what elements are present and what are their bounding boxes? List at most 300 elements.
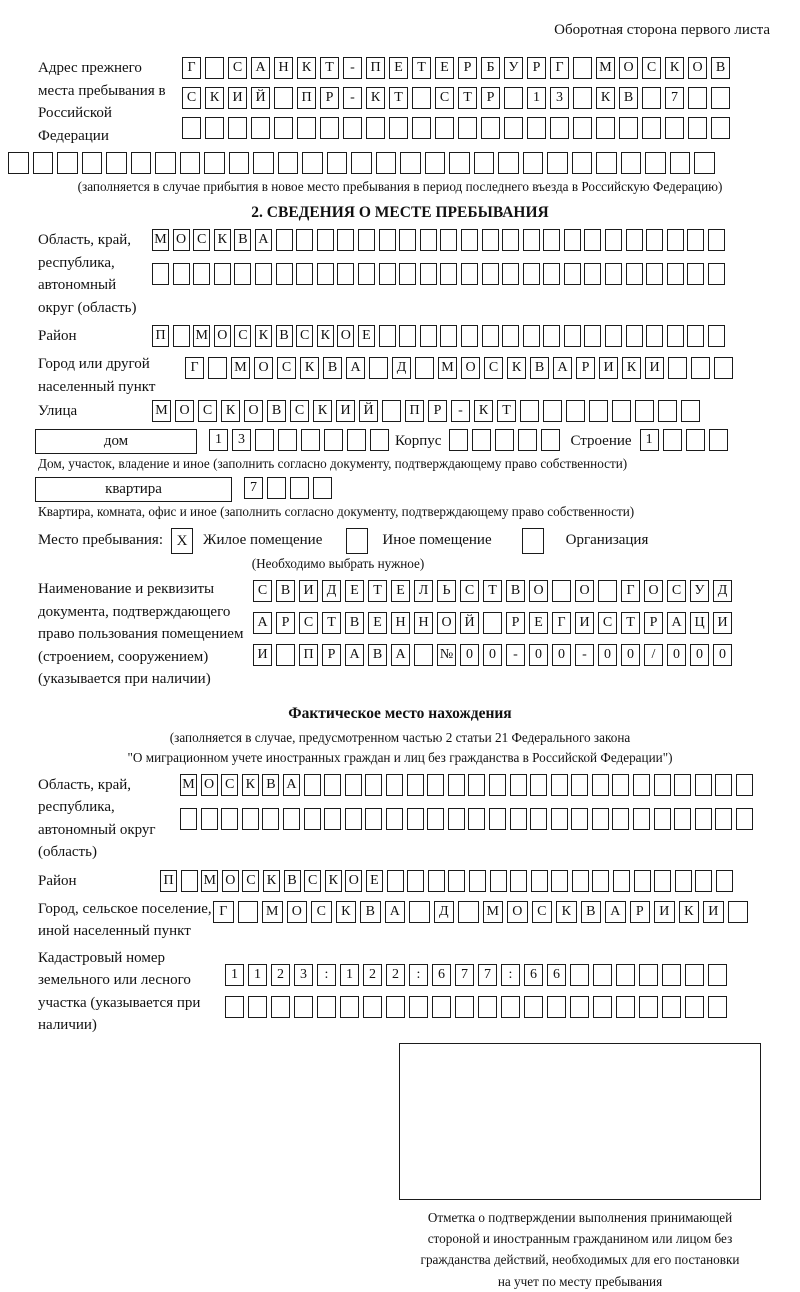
char-cell[interactable]: Д [713,580,732,602]
char-cell[interactable] [668,357,687,379]
char-cell[interactable]: Е [358,325,375,347]
char-cell[interactable]: С [667,580,686,602]
char-cell[interactable]: Т [320,57,339,79]
char-cell[interactable]: 6 [547,964,566,986]
char-cell[interactable]: 1 [209,429,228,451]
char-cell[interactable] [571,808,588,830]
char-cell[interactable] [205,117,224,139]
char-cell[interactable] [301,429,320,451]
char-cell[interactable] [633,808,650,830]
char-cell[interactable]: М [262,901,283,923]
s2-document-row-3[interactable] [253,644,736,669]
char-cell[interactable] [327,152,348,174]
char-cell[interactable] [82,152,103,174]
char-cell[interactable] [736,808,753,830]
char-cell[interactable] [550,117,569,139]
char-cell[interactable]: 7 [244,477,263,499]
char-cell[interactable]: И [228,87,247,109]
char-cell[interactable] [635,400,654,422]
char-cell[interactable] [337,263,354,285]
char-cell[interactable] [379,263,396,285]
char-cell[interactable]: П [160,870,177,892]
char-cell[interactable] [131,152,152,174]
char-cell[interactable]: И [253,644,272,666]
char-cell[interactable]: Г [550,57,569,79]
char-cell[interactable] [386,808,403,830]
char-cell[interactable] [592,870,609,892]
char-cell[interactable]: Й [359,400,378,422]
char-cell[interactable]: И [599,357,618,379]
char-cell[interactable] [501,996,520,1018]
char-cell[interactable] [358,229,375,251]
char-cell[interactable]: Р [527,57,546,79]
char-cell[interactable]: О [214,325,231,347]
char-cell[interactable] [420,229,437,251]
char-cell[interactable] [566,400,585,422]
f-gorod-cells[interactable] [213,901,752,926]
char-cell[interactable]: 1 [640,429,659,451]
char-cell[interactable]: В [284,870,301,892]
char-cell[interactable]: 3 [232,429,251,451]
char-cell[interactable] [626,229,643,251]
char-cell[interactable] [642,87,661,109]
char-cell[interactable] [458,117,477,139]
char-cell[interactable] [613,870,630,892]
char-cell[interactable]: П [152,325,169,347]
char-cell[interactable]: Т [621,612,640,634]
char-cell[interactable]: К [300,357,319,379]
char-cell[interactable] [571,774,588,796]
char-cell[interactable] [238,901,259,923]
char-cell[interactable]: С [198,400,217,422]
char-cell[interactable]: А [553,357,572,379]
char-cell[interactable] [510,774,527,796]
char-cell[interactable]: Р [644,612,663,634]
char-cell[interactable] [472,429,491,451]
char-cell[interactable]: О [529,580,548,602]
char-cell[interactable] [204,152,225,174]
char-cell[interactable]: Г [621,580,640,602]
char-cell[interactable]: Е [366,870,383,892]
char-cell[interactable] [180,152,201,174]
char-cell[interactable] [572,870,589,892]
char-cell[interactable] [502,229,519,251]
char-cell[interactable] [523,229,540,251]
char-cell[interactable] [248,996,267,1018]
char-cell[interactable] [675,870,692,892]
char-cell[interactable] [399,229,416,251]
char-cell[interactable] [694,152,715,174]
char-cell[interactable] [715,808,732,830]
char-cell[interactable] [255,263,272,285]
char-cell[interactable]: К [297,57,316,79]
char-cell[interactable]: Р [576,357,595,379]
char-cell[interactable] [276,644,295,666]
s2-document-row-1[interactable] [253,580,736,605]
char-cell[interactable] [564,325,581,347]
char-cell[interactable] [57,152,78,174]
char-cell[interactable] [366,117,385,139]
char-cell[interactable] [304,774,321,796]
char-cell[interactable] [449,152,470,174]
char-cell[interactable] [324,429,343,451]
char-cell[interactable] [498,152,519,174]
char-cell[interactable] [482,229,499,251]
char-cell[interactable] [369,357,388,379]
char-cell[interactable] [639,996,658,1018]
char-cell[interactable] [646,229,663,251]
char-cell[interactable] [399,325,416,347]
char-cell[interactable] [474,152,495,174]
char-cell[interactable]: К [336,901,357,923]
char-cell[interactable] [435,117,454,139]
char-cell[interactable] [251,117,270,139]
char-cell[interactable]: И [713,612,732,634]
char-cell[interactable] [302,152,323,174]
char-cell[interactable] [695,774,712,796]
char-cell[interactable] [345,774,362,796]
s2-ulitsa-cells[interactable] [152,400,704,425]
char-cell[interactable] [221,808,238,830]
char-cell[interactable]: Т [412,57,431,79]
char-cell[interactable]: В [506,580,525,602]
char-cell[interactable] [324,808,341,830]
char-cell[interactable]: - [451,400,470,422]
char-cell[interactable] [490,870,507,892]
char-cell[interactable]: Е [389,57,408,79]
char-cell[interactable]: 1 [527,87,546,109]
char-cell[interactable] [193,263,210,285]
char-cell[interactable] [440,325,457,347]
char-cell[interactable] [674,808,691,830]
char-cell[interactable]: В [234,229,251,251]
char-cell[interactable]: К [263,870,280,892]
char-cell[interactable]: / [644,644,663,666]
char-cell[interactable] [370,429,389,451]
char-cell[interactable]: М [193,325,210,347]
char-cell[interactable] [448,774,465,796]
char-cell[interactable] [551,870,568,892]
char-cell[interactable] [432,996,451,1018]
char-cell[interactable] [685,964,704,986]
char-cell[interactable]: С [435,87,454,109]
char-cell[interactable]: К [366,87,385,109]
char-cell[interactable] [225,996,244,1018]
char-cell[interactable] [573,57,592,79]
char-cell[interactable] [592,774,609,796]
char-cell[interactable] [427,774,444,796]
char-cell[interactable]: С [182,87,201,109]
char-cell[interactable]: 2 [386,964,405,986]
s2-mesto-checkbox-inoe[interactable] [346,528,368,554]
char-cell[interactable] [387,870,404,892]
char-cell[interactable] [317,996,336,1018]
char-cell[interactable] [674,774,691,796]
char-cell[interactable]: 1 [225,964,244,986]
char-cell[interactable]: К [255,325,272,347]
char-cell[interactable]: К [313,400,332,422]
char-cell[interactable] [297,117,316,139]
char-cell[interactable]: Т [368,580,387,602]
char-cell[interactable] [208,357,227,379]
char-cell[interactable] [654,870,671,892]
char-cell[interactable]: О [644,580,663,602]
char-cell[interactable] [523,152,544,174]
prev-address-row-1[interactable] [182,57,734,82]
char-cell[interactable]: И [703,901,724,923]
char-cell[interactable] [324,774,341,796]
char-cell[interactable]: 0 [529,644,548,666]
char-cell[interactable] [489,774,506,796]
char-cell[interactable]: 7 [455,964,474,986]
char-cell[interactable]: 6 [524,964,543,986]
char-cell[interactable]: 0 [667,644,686,666]
char-cell[interactable] [425,152,446,174]
char-cell[interactable] [593,964,612,986]
char-cell[interactable] [547,152,568,174]
char-cell[interactable] [229,152,250,174]
char-cell[interactable] [271,996,290,1018]
char-cell[interactable]: 7 [478,964,497,986]
char-cell[interactable] [412,117,431,139]
char-cell[interactable] [461,263,478,285]
char-cell[interactable] [531,870,548,892]
char-cell[interactable] [619,117,638,139]
char-cell[interactable] [504,117,523,139]
char-cell[interactable]: В [276,325,293,347]
char-cell[interactable] [345,808,362,830]
char-cell[interactable]: А [253,612,272,634]
char-cell[interactable]: М [201,870,218,892]
char-cell[interactable]: И [654,901,675,923]
char-cell[interactable] [662,996,681,1018]
char-cell[interactable] [708,996,727,1018]
s2-document-row-2[interactable] [253,612,736,637]
char-cell[interactable]: Р [322,644,341,666]
char-cell[interactable] [518,429,537,451]
char-cell[interactable]: В [619,87,638,109]
char-cell[interactable] [400,152,421,174]
char-cell[interactable] [461,325,478,347]
char-cell[interactable]: А [667,612,686,634]
char-cell[interactable]: В [711,57,730,79]
char-cell[interactable]: В [530,357,549,379]
char-cell[interactable]: Н [414,612,433,634]
char-cell[interactable]: О [222,870,239,892]
char-cell[interactable] [592,808,609,830]
char-cell[interactable] [552,580,571,602]
char-cell[interactable]: : [501,964,520,986]
char-cell[interactable] [523,263,540,285]
char-cell[interactable] [605,325,622,347]
char-cell[interactable] [420,263,437,285]
char-cell[interactable] [351,152,372,174]
char-cell[interactable] [440,229,457,251]
char-cell[interactable] [214,263,231,285]
char-cell[interactable]: С [234,325,251,347]
char-cell[interactable]: И [575,612,594,634]
char-cell[interactable] [468,808,485,830]
char-cell[interactable] [365,774,382,796]
char-cell[interactable] [294,996,313,1018]
char-cell[interactable] [530,808,547,830]
char-cell[interactable]: П [366,57,385,79]
char-cell[interactable] [662,964,681,986]
char-cell[interactable]: С [277,357,296,379]
char-cell[interactable]: С [532,901,553,923]
char-cell[interactable]: Н [391,612,410,634]
char-cell[interactable]: В [276,580,295,602]
char-cell[interactable] [420,325,437,347]
char-cell[interactable]: О [337,325,354,347]
char-cell[interactable] [106,152,127,174]
char-cell[interactable] [313,477,332,499]
s2-kvartira-cells[interactable] [244,477,336,502]
char-cell[interactable]: С [311,901,332,923]
char-cell[interactable] [482,325,499,347]
prev-address-row-3[interactable] [182,117,734,142]
char-cell[interactable] [688,87,707,109]
char-cell[interactable] [616,996,635,1018]
char-cell[interactable] [634,870,651,892]
char-cell[interactable]: В [267,400,286,422]
f-kadastr-cells-2[interactable] [225,996,731,1021]
char-cell[interactable] [667,229,684,251]
char-cell[interactable] [551,774,568,796]
char-cell[interactable] [520,400,539,422]
char-cell[interactable] [626,263,643,285]
char-cell[interactable] [646,325,663,347]
char-cell[interactable]: 3 [294,964,313,986]
char-cell[interactable] [510,870,527,892]
char-cell[interactable] [234,263,251,285]
char-cell[interactable] [469,870,486,892]
char-cell[interactable] [449,429,468,451]
char-cell[interactable] [688,117,707,139]
char-cell[interactable]: С [296,325,313,347]
char-cell[interactable] [365,808,382,830]
char-cell[interactable]: К [507,357,526,379]
char-cell[interactable] [687,325,704,347]
char-cell[interactable] [317,263,334,285]
char-cell[interactable] [181,870,198,892]
char-cell[interactable]: А [385,901,406,923]
char-cell[interactable]: Е [368,612,387,634]
char-cell[interactable]: 0 [690,644,709,666]
char-cell[interactable] [564,229,581,251]
char-cell[interactable]: К [214,229,231,251]
char-cell[interactable] [358,263,375,285]
char-cell[interactable]: А [255,229,272,251]
char-cell[interactable] [296,263,313,285]
char-cell[interactable]: И [336,400,355,422]
char-cell[interactable] [278,429,297,451]
char-cell[interactable] [489,808,506,830]
char-cell[interactable] [409,996,428,1018]
char-cell[interactable]: № [437,644,456,666]
char-cell[interactable]: О [437,612,456,634]
char-cell[interactable] [255,429,274,451]
f-oblast-cells-2[interactable] [180,808,757,833]
char-cell[interactable] [290,477,309,499]
char-cell[interactable] [573,117,592,139]
char-cell[interactable]: Н [274,57,293,79]
char-cell[interactable] [687,263,704,285]
char-cell[interactable] [711,87,730,109]
char-cell[interactable] [708,229,725,251]
char-cell[interactable]: О [345,870,362,892]
char-cell[interactable]: : [317,964,336,986]
char-cell[interactable]: С [253,580,272,602]
char-cell[interactable] [412,87,431,109]
char-cell[interactable]: 0 [483,644,502,666]
char-cell[interactable] [708,263,725,285]
char-cell[interactable]: Р [630,901,651,923]
char-cell[interactable] [564,263,581,285]
s2-rayon-cells[interactable] [152,325,729,350]
char-cell[interactable]: С [228,57,247,79]
char-cell[interactable]: Т [497,400,516,422]
char-cell[interactable]: 3 [550,87,569,109]
char-cell[interactable]: - [575,644,594,666]
char-cell[interactable] [626,325,643,347]
char-cell[interactable] [320,117,339,139]
char-cell[interactable] [399,263,416,285]
s2-korpus-cells[interactable] [449,429,564,454]
char-cell[interactable]: С [598,612,617,634]
char-cell[interactable] [274,87,293,109]
char-cell[interactable] [363,996,382,1018]
char-cell[interactable] [714,357,733,379]
char-cell[interactable]: Р [276,612,295,634]
char-cell[interactable] [642,117,661,139]
char-cell[interactable]: 7 [665,87,684,109]
char-cell[interactable] [337,229,354,251]
char-cell[interactable]: О [254,357,273,379]
char-cell[interactable] [274,117,293,139]
char-cell[interactable]: - [343,57,362,79]
char-cell[interactable]: О [173,229,190,251]
char-cell[interactable]: 0 [460,644,479,666]
char-cell[interactable] [570,996,589,1018]
char-cell[interactable] [455,996,474,1018]
char-cell[interactable]: К [242,774,259,796]
char-cell[interactable] [654,808,671,830]
char-cell[interactable]: Л [414,580,433,602]
char-cell[interactable]: Т [483,580,502,602]
char-cell[interactable]: О [619,57,638,79]
char-cell[interactable]: С [193,229,210,251]
char-cell[interactable]: П [405,400,424,422]
char-cell[interactable] [283,808,300,830]
char-cell[interactable] [633,774,650,796]
char-cell[interactable]: О [287,901,308,923]
char-cell[interactable] [347,429,366,451]
char-cell[interactable]: Д [322,580,341,602]
char-cell[interactable]: О [201,774,218,796]
char-cell[interactable]: 6 [432,964,451,986]
char-cell[interactable] [573,87,592,109]
char-cell[interactable] [687,229,704,251]
char-cell[interactable]: Р [458,57,477,79]
char-cell[interactable]: Е [345,580,364,602]
char-cell[interactable]: В [323,357,342,379]
f-kadastr-cells-1[interactable] [225,964,731,989]
char-cell[interactable] [152,263,169,285]
char-cell[interactable] [205,57,224,79]
char-cell[interactable] [646,263,663,285]
char-cell[interactable] [685,996,704,1018]
